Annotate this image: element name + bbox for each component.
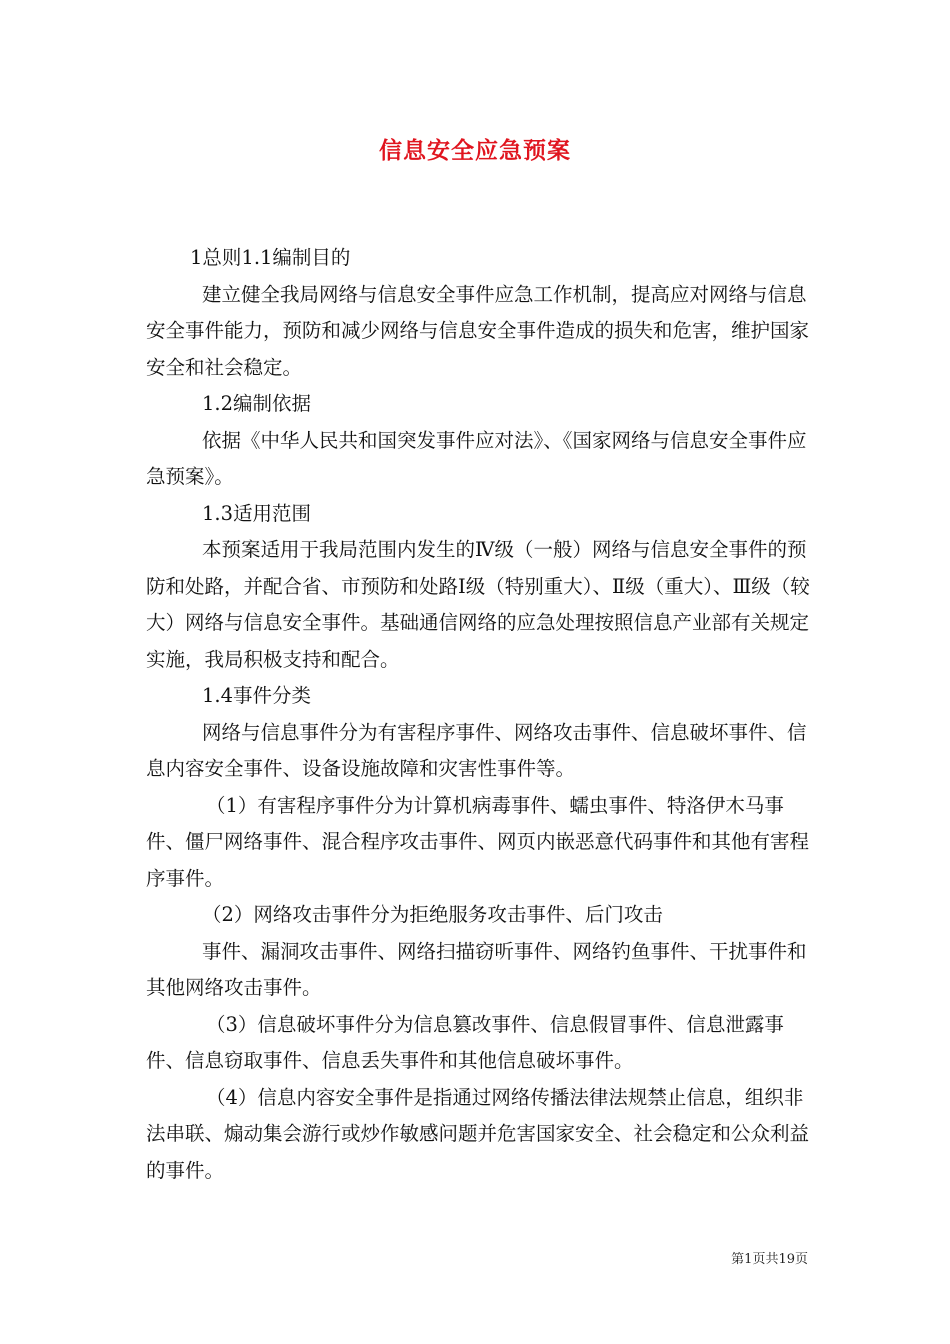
paragraph-scope: 本预案适用于我局范围内发生的Ⅳ级（一般）网络与信息安全事件的预防和处路，并配合省、市预防和处路Ⅰ级（特别重大）、Ⅱ级（重大）、Ⅲ级（较大）网络与信息安全事件。基础通信网络的应急处理按照信息产业部有关规定实施，我局积极支持和配合。 — [146, 538, 810, 671]
heading-1-3: 1.3适用范围 — [202, 501, 312, 525]
paragraph-basis: 依据《中华人民共和国突发事件应对法》、《国家网络与信息安全事件应急预案》。 — [146, 428, 807, 488]
paragraph-item-4: （4）信息内容安全事件是指通过网络传播法律法规禁止信息，组织非法串联、煽动集会游行或炒作敏感问题并危害国家安全、社会稳定和公众利益的事件。 — [146, 1085, 810, 1182]
document-title: 信息安全应急预案 — [379, 138, 571, 164]
page-number: 第1页共19页 — [731, 1252, 808, 1267]
paragraph-item-2: （2）网络攻击事件分为拒绝服务攻击事件、后门攻击 — [202, 903, 663, 926]
paragraph-item-2-continued: 事件、漏洞攻击事件、网络扫描窃听事件、网络钓鱼事件、干扰事件和其他网络攻击事件。 — [146, 939, 807, 999]
heading-1-4: 1.4事件分类 — [202, 684, 312, 707]
heading-1-1: 1总则1.1编制目的 — [190, 246, 351, 269]
heading-1-2: 1.2编制依据 — [202, 392, 312, 415]
paragraph-purpose: 建立健全我局网络与信息安全事件应急工作机制，提高应对网络与信息安全事件能力，预防和减少网络与信息安全事件造成的损失和危害，维护国家安全和社会稳定。 — [146, 282, 810, 379]
document-body — [146, 240, 811, 1189]
paragraph-classification: 网络与信息事件分为有害程序事件、网络攻击事件、信息破坏事件、信息内容安全事件、设备设施故障和灾害性事件等。 — [146, 720, 807, 780]
paragraph-item-1: （1）有害程序事件分为计算机病毒事件、蠕虫事件、特洛伊木马事件、僵尸网络事件、混合程序攻击事件、网页内嵌恶意代码事件和其他有害程序事件。 — [146, 793, 810, 890]
paragraph-item-3: （3）信息破坏事件分为信息篡改事件、信息假冒事件、信息泄露事件、信息窃取事件、信息丢失事件和其他信息破坏事件。 — [146, 1012, 784, 1072]
